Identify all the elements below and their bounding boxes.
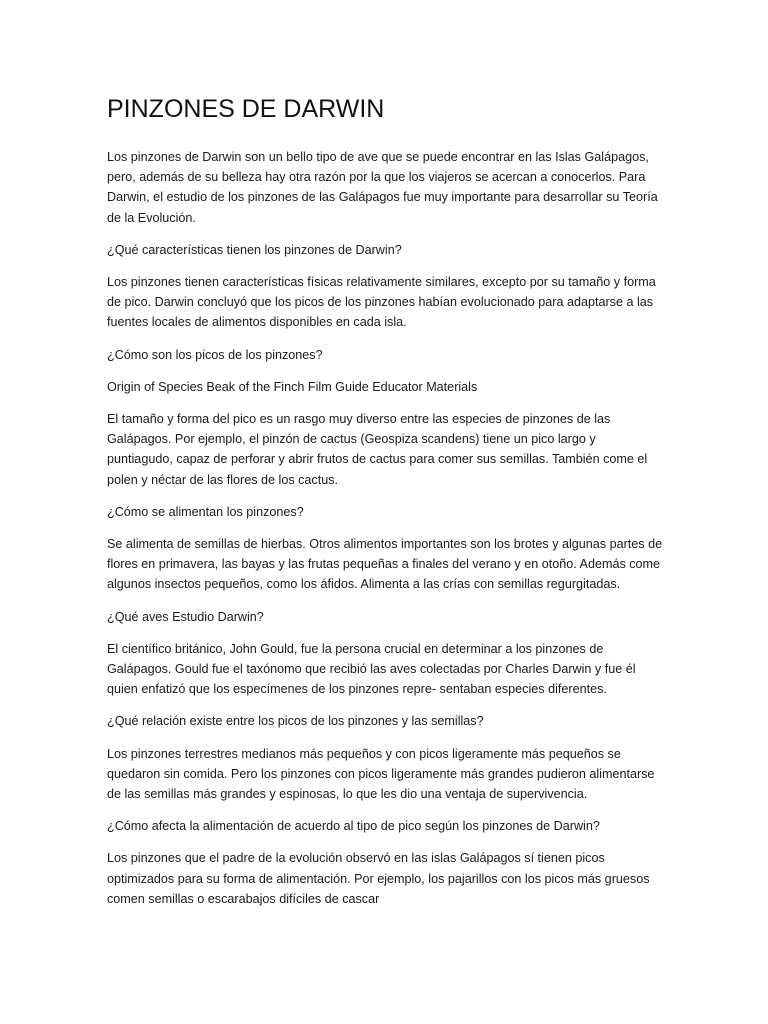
- paragraph-feeding-beak-type: Los pinzones que el padre de la evolución observó en las islas Galápagos sí tienen picos optimizados para su forma de alimentación. Por ejemplo, los pajarillos con los picos más gruesos comen semillas o escarabajos difíciles de cascar: [107, 851, 650, 906]
- question-birds-studied: ¿Qué aves Estudio Darwin?: [107, 609, 264, 624]
- paragraph-gould: El científico británico, John Gould, fue la persona crucial en determinar a los pinzones de Galápagos. Gould fue el taxónomo que recibió las aves colectadas por Charles Darwin y fue él quien enfatizó que los especímenes de los pinzones repre- sentaban especies diferentes.: [107, 641, 636, 697]
- document-title: PINZONES DE DARWIN: [107, 95, 385, 123]
- paragraph-beaks-seeds: Los pinzones terrestres medianos más pequeños y con picos ligeramente más pequeños se quedaron sin comida. Pero los pinzones con picos ligeramente más grandes pudieron alimentarse de las semillas más grandes y espinosas, lo que les dio una ventaja de supervivencia.: [107, 746, 655, 802]
- paragraph-intro: Los pinzones de Darwin son un bello tipo de ave que se puede encontrar en las Islas Galápagos, pero, además de su belleza hay otra razón por la que los viajeros se acercan a conocerlos. Para Darwin, el estudio de los pinzones de las Galápagos fue muy importante para desarrollar su Teoría de la Evolución.: [107, 150, 658, 225]
- question-feeding: ¿Cómo se alimentan los pinzones?: [107, 504, 304, 519]
- paragraph-beaks: El tamaño y forma del pico es un rasgo muy diverso entre las especies de pinzones de las Galápagos. Por ejemplo, el pinzón de cactus (Geospiza scandens) tiene un pico largo y puntiagudo, capaz de perforar y abrir frutos de cactus para comer sus semillas. También come el polen y néctar de las flores de los cactus.: [107, 412, 648, 487]
- question-beaks-seeds: ¿Qué relación existe entre los picos de los pinzones y las semillas?: [107, 714, 484, 729]
- question-feeding-beak-type: ¿Cómo afecta la alimentación de acuerdo al tipo de pico según los pinzones de Darwin?: [107, 819, 600, 834]
- paragraph-characteristics: Los pinzones tienen características físicas relativamente similares, excepto por su tamaño y forma de pico. Darwin concluyó que los picos de los pinzones habían evolucionado para adaptarse a las fuentes locales de alimentos disponibles en cada isla.: [107, 275, 656, 330]
- question-beaks: ¿Cómo son los picos de los pinzones?: [107, 347, 323, 362]
- reference-line: Origin of Species Beak of the Finch Film Guide Educator Materials: [107, 379, 478, 394]
- document-page: [107, 93, 663, 921]
- paragraph-feeding: Se alimenta de semillas de hierbas. Otros alimentos importantes son los brotes y algunas partes de flores en primavera, las bayas y las frutas pequeñas a finales del verano y en otoño. Además come algunos insectos pequeños, como los áfidos. Alimenta a las crías con semillas regurgitadas.: [107, 537, 663, 592]
- question-characteristics: ¿Qué características tienen los pinzones de Darwin?: [107, 242, 402, 257]
